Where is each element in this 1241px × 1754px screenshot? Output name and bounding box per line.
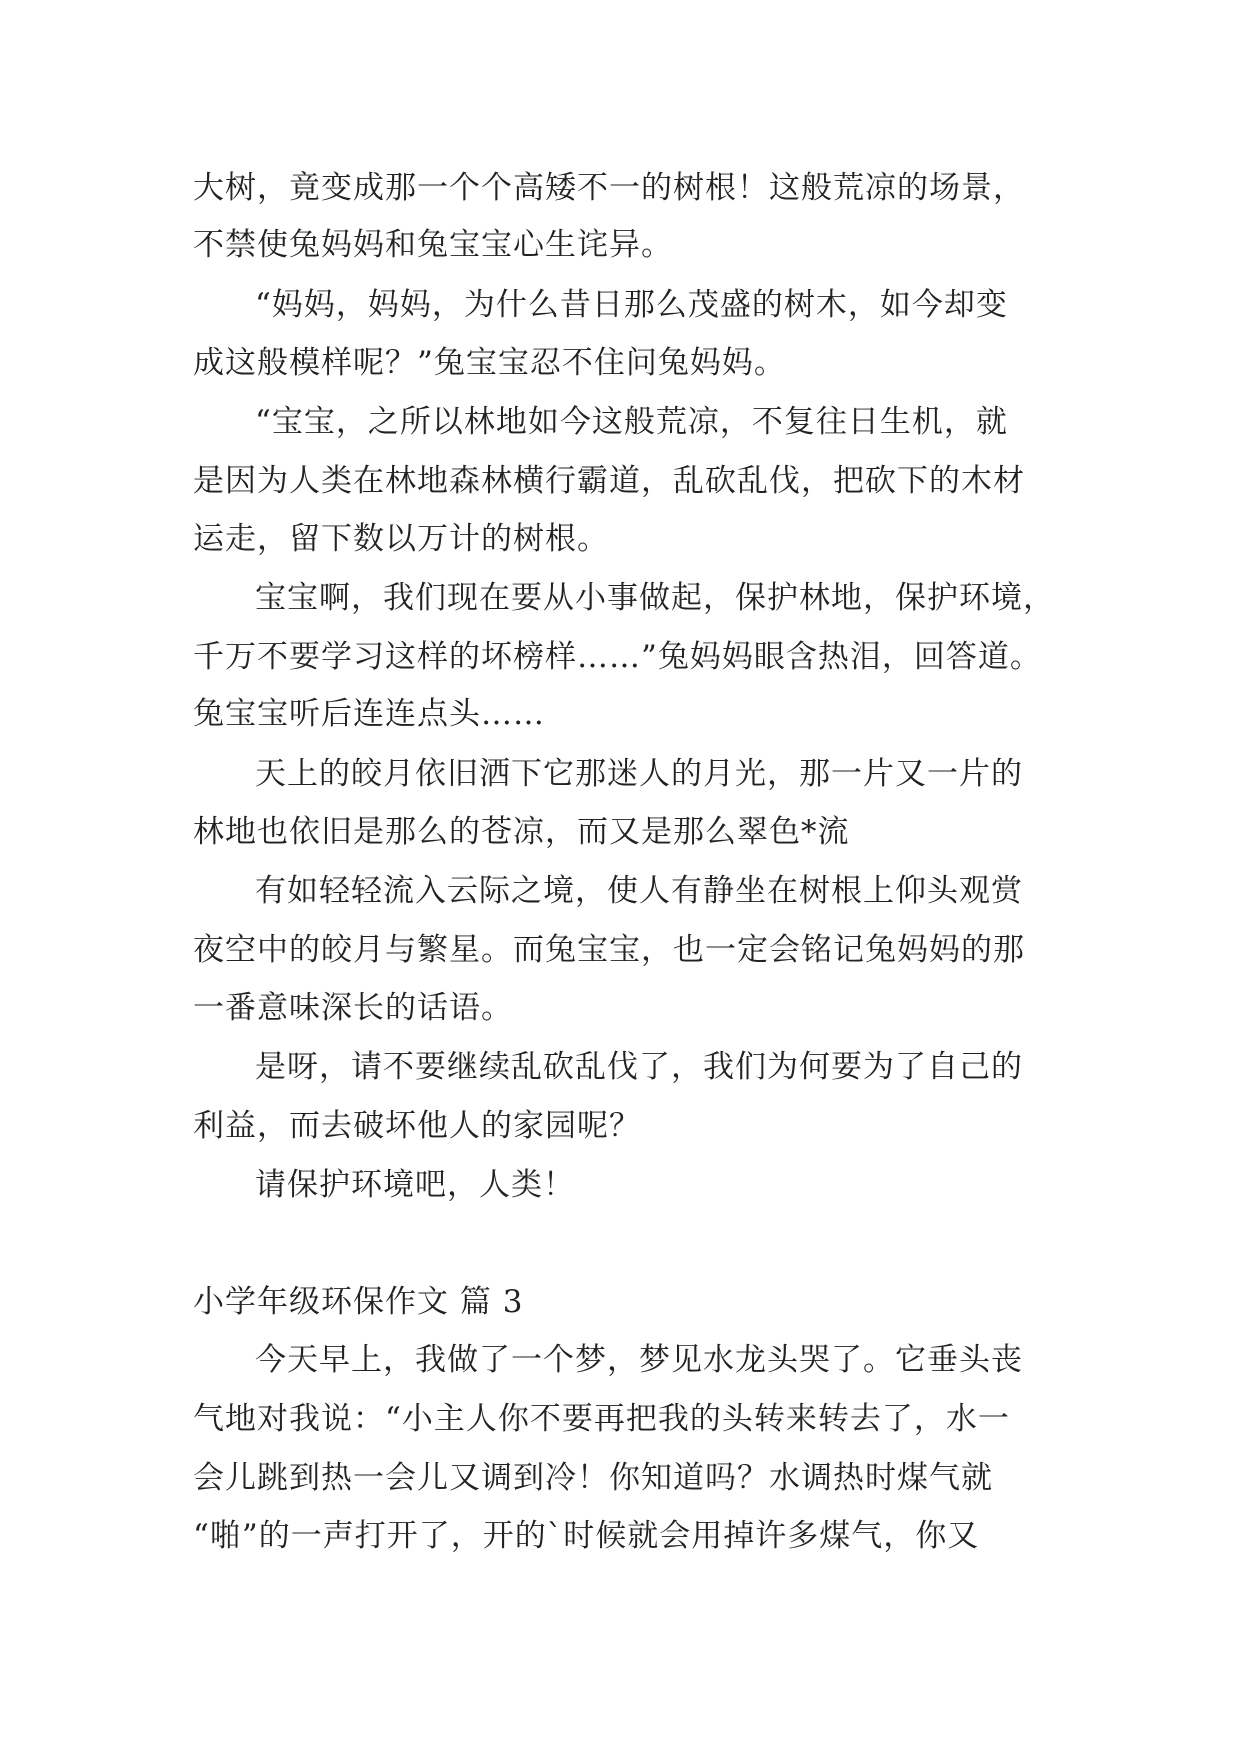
text-line-18: 请保护环境吧，人类！ [255, 1167, 575, 1203]
text-line-5: “宝宝，之所以林地如今这般荒凉，不复往日生机，就 [255, 404, 1008, 440]
text-line-17: 利益，而去破坏他人的家园呢？ [193, 1108, 641, 1144]
text-line-10: 兔宝宝听后连连点头…… [193, 696, 545, 732]
text-line-2: 不禁使兔妈妈和兔宝宝心生诧异。 [193, 227, 673, 263]
text-line-15: 一番意味深长的话语。 [193, 990, 513, 1026]
text-line-16: 是呀，请不要继续乱砍乱伐了，我们为何要为了自己的 [255, 1049, 1023, 1085]
text-line-13: 有如轻轻流入云际之境，使人有静坐在树根上仰头观赏 [255, 873, 1023, 909]
text-line-22: “啪”的一声打开了，开的`时候就会用掉许多煤气，你又 [193, 1518, 980, 1554]
text-line-8: 宝宝啊，我们现在要从小事做起，保护林地，保护环境， [255, 580, 1055, 616]
text-line-19: 今天早上，我做了一个梦，梦见水龙头哭了。它垂头丧 [255, 1342, 1023, 1378]
text-line-7: 运走，留下数以万计的树根。 [193, 521, 609, 557]
text-line-14: 夜空中的皎月与繁星。而兔宝宝，也一定会铭记兔妈妈的那 [193, 932, 1025, 968]
text-line-3: “妈妈，妈妈，为什么昔日那么茂盛的树木，如今却变 [255, 287, 1008, 323]
text-line-20: 气地对我说：“小主人你不要再把我的头转来转去了，水一 [193, 1401, 1010, 1437]
text-line-11: 天上的皎月依旧洒下它那迷人的月光，那一片又一片的 [255, 756, 1023, 792]
text-line-9: 千万不要学习这样的坏榜样……”兔妈妈眼含热泪，回答道。 [193, 639, 1042, 675]
section-heading: 小学年级环保作文 篇 3 [193, 1284, 524, 1320]
text-line-4: 成这般模样呢？”兔宝宝忍不住问兔妈妈。 [193, 345, 786, 381]
text-line-12: 林地也依旧是那么的苍凉，而又是那么翠色*流 [193, 814, 850, 850]
text-line-21: 会儿跳到热一会儿又调到冷！你知道吗？水调热时煤气就 [193, 1460, 993, 1496]
text-line-6: 是因为人类在林地森林横行霸道，乱砍乱伐，把砍下的木材 [193, 463, 1025, 499]
text-line-1: 大树，竟变成那一个个高矮不一的树根！这般荒凉的场景， [193, 170, 1025, 206]
